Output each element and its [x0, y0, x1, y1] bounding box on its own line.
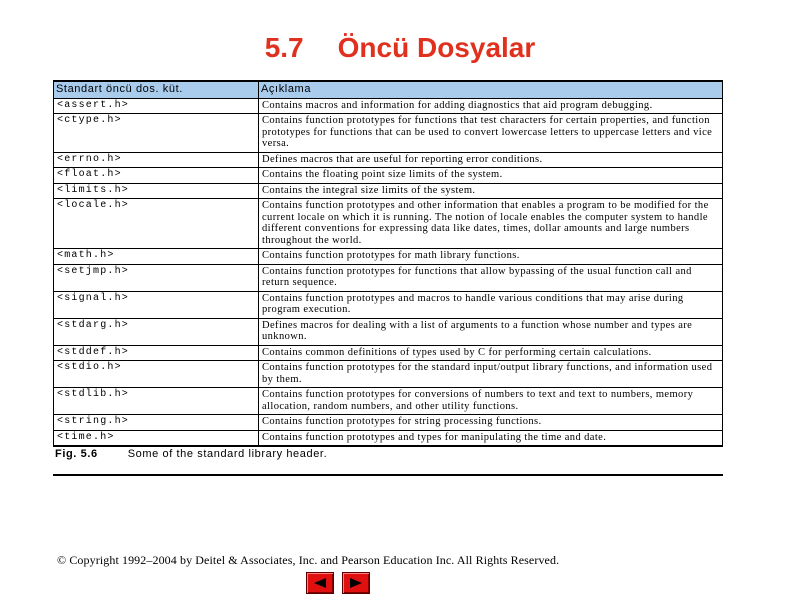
previous-slide-button[interactable] [306, 572, 334, 594]
header-file-name: <assert.h> [54, 98, 259, 114]
library-header-table [53, 80, 723, 476]
header-description: Contains macros and information for adding diagnostics that aid program debugging. [259, 98, 723, 114]
table-row [54, 361, 723, 388]
header-description: Contains function prototypes for functions that test characters for certain properties, and function prototypes for functions that can be used to convert lowercase letters to uppercase letters and vice versa. [259, 114, 723, 153]
table-row [54, 345, 723, 361]
next-slide-button[interactable] [342, 572, 370, 594]
table-row [54, 199, 723, 249]
column-header-library: Standart öncü dos. küt. [54, 81, 259, 98]
table-row [54, 152, 723, 168]
table-row [54, 183, 723, 199]
table-row [54, 415, 723, 431]
table-row [54, 168, 723, 184]
header-description: Contains the integral size limits of the system. [259, 183, 723, 199]
table-row [54, 291, 723, 318]
header-description: Contains function prototypes for string processing functions. [259, 415, 723, 431]
header-file-name: <math.h> [54, 249, 259, 265]
header-file-name: <stdarg.h> [54, 318, 259, 345]
header-description: Contains function prototypes for functions that allow bypassing of the usual function call and return sequence. [259, 264, 723, 291]
header-file-name: <ctype.h> [54, 114, 259, 153]
header-file-name: <stdlib.h> [54, 388, 259, 415]
table-body [54, 98, 723, 446]
header-file-name: <time.h> [54, 430, 259, 446]
table-row [54, 430, 723, 446]
table-row [54, 249, 723, 265]
slide-heading: Öncü Dosyalar [337, 32, 536, 63]
header-description: Defines macros for dealing with a list of arguments to a function whose number and types are unknown. [259, 318, 723, 345]
header-file-name: <limits.h> [54, 183, 259, 199]
header-description: Contains the floating point size limits of the system. [259, 168, 723, 184]
header-description: Contains function prototypes for math library functions. [259, 249, 723, 265]
table-row [54, 114, 723, 153]
header-description: Contains function prototypes and macros to handle various conditions that may arise during program execution. [259, 291, 723, 318]
slide-number: 5.7 [264, 32, 304, 63]
header-file-name: <stdio.h> [54, 361, 259, 388]
header-file-name: <string.h> [54, 415, 259, 431]
figure-caption-text: Some of the standard library header. [127, 448, 328, 460]
copyright-notice: © Copyright 1992–2004 by Deitel & Associates, Inc. and Pearson Education Inc. All Rights Reserved. [57, 553, 560, 567]
table-row [54, 388, 723, 415]
table-row [54, 264, 723, 291]
header-description: Contains function prototypes and other information that enables a program to be modified for the current locale on which it is running. The notion of locale enables the computer system to handle different conventions for expressing data like dates, times, dollar amounts and large numbers throughout the world. [259, 199, 723, 249]
triangle-right-icon [348, 577, 364, 589]
header-file-name: <locale.h> [54, 199, 259, 249]
table-row [54, 318, 723, 345]
slide-title [0, 32, 800, 64]
header-description: Contains function prototypes for conversions of numbers to text and text to numbers, memory allocation, random numbers, and other utility functions. [259, 388, 723, 415]
column-header-description: Açıklama [259, 81, 723, 98]
header-description: Defines macros that are useful for reporting error conditions. [259, 152, 723, 168]
header-file-name: <stddef.h> [54, 345, 259, 361]
slide-navigation [306, 572, 370, 594]
header-file-name: <signal.h> [54, 291, 259, 318]
header-description: Contains function prototypes and types for manipulating the time and date. [259, 430, 723, 446]
header-file-name: <setjmp.h> [54, 264, 259, 291]
header-description: Contains function prototypes for the standard input/output library functions, and information used by them. [259, 361, 723, 388]
table-header-row [54, 81, 723, 98]
header-file-name: <errno.h> [54, 152, 259, 168]
figure-label: Fig. 5.6 [55, 448, 98, 460]
table-row [54, 98, 723, 114]
triangle-left-icon [312, 577, 328, 589]
header-description: Contains common definitions of types used by C for performing certain calculations. [259, 345, 723, 361]
header-file-name: <float.h> [54, 168, 259, 184]
figure-caption [53, 446, 723, 474]
